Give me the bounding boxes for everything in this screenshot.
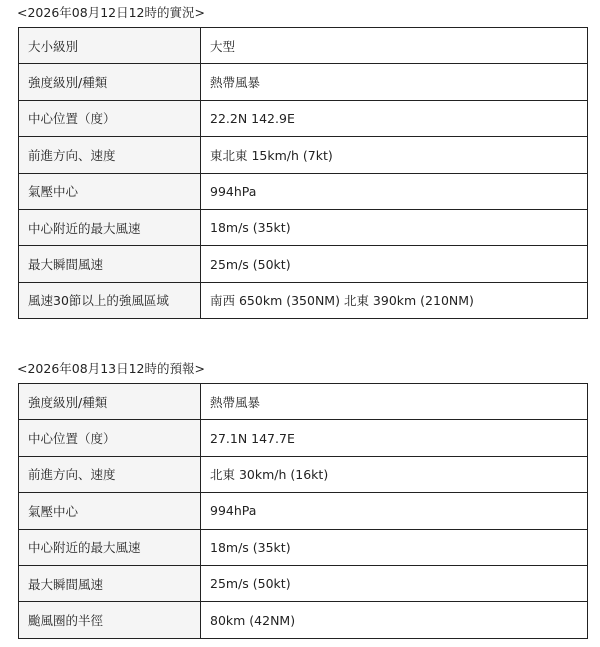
row-value: 熱帶風暴 bbox=[201, 384, 588, 420]
table-row bbox=[19, 28, 588, 64]
row-label: 中心位置（度） bbox=[19, 420, 201, 456]
row-value: 東北東 15km/h (7kt) bbox=[201, 137, 588, 173]
row-label: 中心位置（度） bbox=[19, 100, 201, 136]
row-label: 前進方向、速度 bbox=[19, 456, 201, 492]
row-value: 25m/s (50kt) bbox=[201, 246, 588, 282]
table-row bbox=[19, 282, 588, 318]
row-label: 颱風圈的半徑 bbox=[19, 602, 201, 638]
row-value: 南西 650km (350NM) 北東 390km (210NM) bbox=[201, 282, 588, 318]
forecast-section-title: <2026年08月13日12時的預報> bbox=[17, 361, 205, 376]
table-row bbox=[19, 529, 588, 565]
table-row bbox=[19, 565, 588, 601]
row-value: 熱帶風暴 bbox=[201, 64, 588, 100]
row-value: 22.2N 142.9E bbox=[201, 100, 588, 136]
row-value: 18m/s (35kt) bbox=[201, 209, 588, 245]
table-row bbox=[19, 137, 588, 173]
row-label: 中心附近的最大風速 bbox=[19, 529, 201, 565]
table-row bbox=[19, 456, 588, 492]
forecast-table bbox=[18, 383, 588, 639]
row-value: 北東 30km/h (16kt) bbox=[201, 456, 588, 492]
row-label: 氣壓中心 bbox=[19, 493, 201, 529]
row-label: 強度級別/種類 bbox=[19, 64, 201, 100]
row-value: 大型 bbox=[201, 28, 588, 64]
row-value: 80km (42NM) bbox=[201, 602, 588, 638]
row-value: 27.1N 147.7E bbox=[201, 420, 588, 456]
table-row bbox=[19, 100, 588, 136]
table-row bbox=[19, 493, 588, 529]
row-label: 前進方向、速度 bbox=[19, 137, 201, 173]
table-row bbox=[19, 246, 588, 282]
table-row bbox=[19, 602, 588, 638]
current-section-title: <2026年08月12日12時的實況> bbox=[17, 5, 205, 20]
row-label: 中心附近的最大風速 bbox=[19, 209, 201, 245]
table-row bbox=[19, 173, 588, 209]
table-row bbox=[19, 420, 588, 456]
row-value: 994hPa bbox=[201, 173, 588, 209]
row-label: 強度級別/種類 bbox=[19, 384, 201, 420]
row-label: 風速30節以上的強風區域 bbox=[19, 282, 201, 318]
row-value: 25m/s (50kt) bbox=[201, 565, 588, 601]
row-label: 最大瞬間風速 bbox=[19, 565, 201, 601]
row-label: 大小級別 bbox=[19, 28, 201, 64]
table-row bbox=[19, 209, 588, 245]
row-label: 氣壓中心 bbox=[19, 173, 201, 209]
table-row bbox=[19, 64, 588, 100]
row-value: 994hPa bbox=[201, 493, 588, 529]
table-row bbox=[19, 384, 588, 420]
current-conditions-table bbox=[18, 27, 588, 319]
row-label: 最大瞬間風速 bbox=[19, 246, 201, 282]
row-value: 18m/s (35kt) bbox=[201, 529, 588, 565]
